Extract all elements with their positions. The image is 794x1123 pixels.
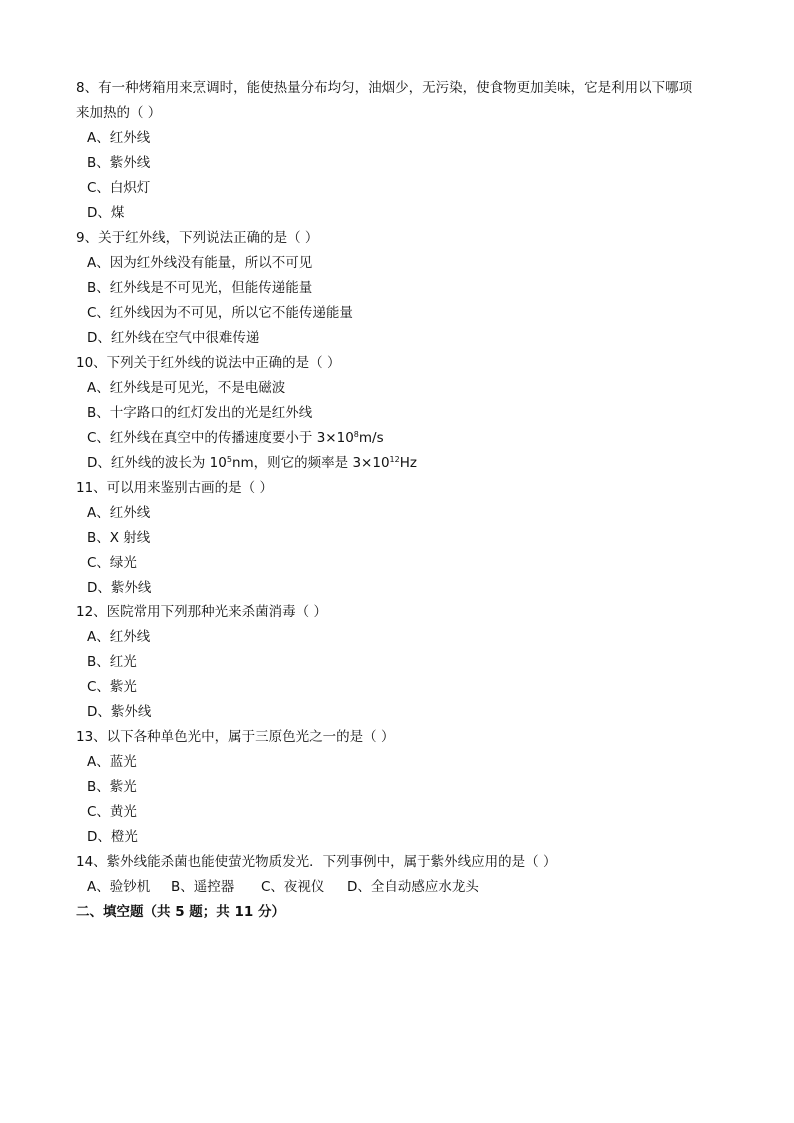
question-12-stem: 12、医院常用下列那种光来杀菌消毒（ ）	[76, 604, 327, 620]
question-9-option-a: A、因为红外线没有能量，所以不可见	[87, 255, 313, 271]
question-14-option-c: C、夜视仪	[261, 879, 325, 895]
question-8-stem-line-2: 来加热的（ ）	[76, 105, 162, 121]
question-8-option-c: C、白炽灯	[87, 180, 151, 196]
question-10-option-d-exponent-2: 12	[389, 455, 400, 464]
question-13-option-c: C、黄光	[87, 804, 137, 820]
question-14-option-b: B、遥控器	[171, 879, 235, 895]
question-10-option-c-exponent: 8	[353, 430, 359, 439]
question-13-stem: 13、以下各种单色光中，属于三原色光之一的是（ ）	[76, 729, 395, 745]
question-11-stem: 11、可以用来鉴别古画的是（ ）	[76, 480, 273, 496]
question-11-option-d: D、紫外线	[87, 580, 152, 596]
question-9-option-b: B、红外线是不可见光，但能传递能量	[87, 280, 313, 296]
question-14-option-d: D、全自动感应水龙头	[347, 879, 479, 895]
question-12-option-a: A、红外线	[87, 629, 151, 645]
question-14-stem: 14、紫外线能杀菌也能使萤光物质发光．下列事例中，属于紫外线应用的是（ ）	[76, 854, 557, 870]
question-10-option-d-middle: nm，则它的频率是 3×10	[231, 455, 390, 471]
question-8-option-d: D、煤	[87, 205, 125, 221]
question-8-option-a: A、红外线	[87, 130, 151, 146]
question-13-option-a: A、蓝光	[87, 754, 137, 770]
question-9-stem: 9、关于红外线，下列说法正确的是（ ）	[76, 230, 319, 246]
question-9-option-d: D、红外线在空气中很难传递	[87, 330, 260, 346]
question-10-option-d	[87, 454, 417, 472]
question-8-option-b: B、紫外线	[87, 155, 151, 171]
question-11-option-b: B、X 射线	[87, 530, 151, 546]
question-8-stem-line-1: 8、有一种烤箱用来烹调时，能使热量分布均匀，油烟少，无污染，使食物更加美味，它是利用以下哪项	[76, 80, 693, 96]
question-11-option-c: C、绿光	[87, 555, 137, 571]
question-13-option-b: B、紫光	[87, 779, 137, 795]
question-9-option-c: C、红外线因为不可见，所以它不能传递能量	[87, 305, 353, 321]
question-10-stem: 10、下列关于红外线的说法中正确的是（ ）	[76, 355, 341, 371]
question-11-option-a: A、红外线	[87, 505, 151, 521]
question-10-option-a: A、红外线是可见光，不是电磁波	[87, 380, 286, 396]
question-12-option-d: D、紫外线	[87, 704, 152, 720]
question-10-option-c	[87, 429, 384, 447]
question-14-options-row	[87, 878, 479, 896]
question-13-option-d: D、橙光	[87, 829, 138, 845]
question-12-option-c: C、紫光	[87, 679, 137, 695]
question-10-option-c-unit: m/s	[358, 430, 384, 446]
question-10-option-d-unit: Hz	[399, 455, 417, 471]
question-10-option-c-text: C、红外线在真空中的传播速度要小于 3×10	[87, 430, 354, 446]
question-12-option-b: B、红光	[87, 654, 137, 670]
question-10-option-b: B、十字路口的红灯发出的光是红外线	[87, 405, 313, 421]
question-14-option-a: A、验钞机	[87, 879, 151, 895]
question-10-option-d-exponent-1: 5	[226, 455, 232, 464]
section-heading-fill-in: 二、填空题（共 5 题；共 11 分）	[76, 904, 285, 920]
question-10-option-d-text: D、红外线的波长为 10	[87, 455, 227, 471]
